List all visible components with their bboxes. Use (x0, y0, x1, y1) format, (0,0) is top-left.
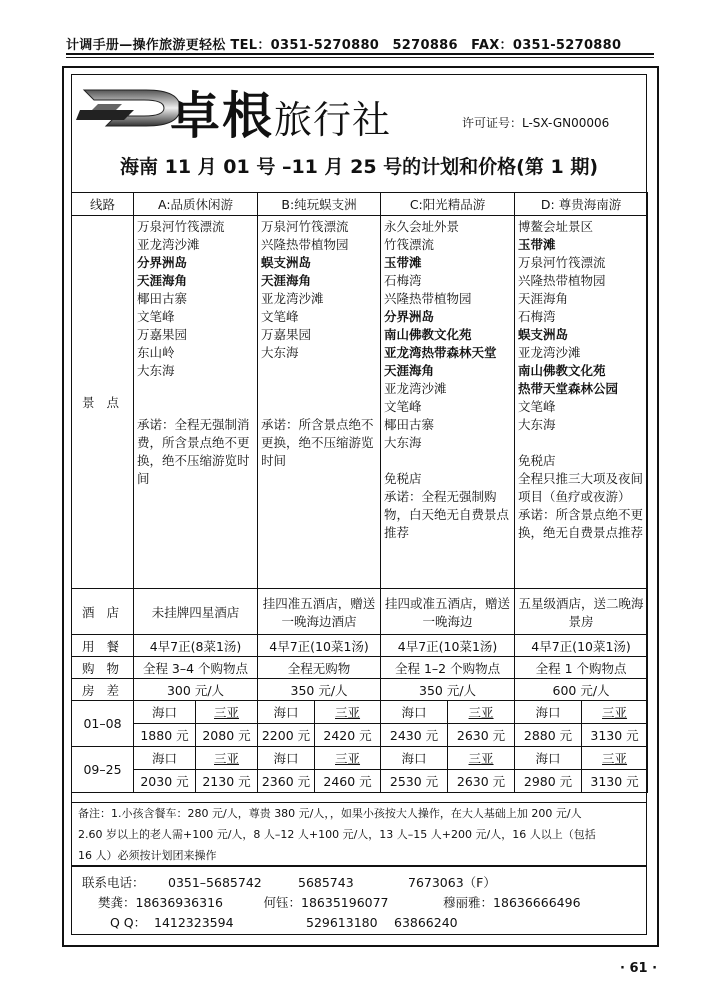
qq-label: Q Q： (110, 915, 147, 930)
spot: 兴隆热带植物园 (384, 291, 472, 306)
contact-box (71, 866, 647, 935)
spots-label: 景 点 (72, 216, 134, 589)
hotel-row (72, 589, 648, 635)
shopping-a: 全程 3–4 个购物点 (134, 657, 258, 679)
spot: 玉带滩 (518, 237, 556, 252)
phone-number: 5685743 (298, 875, 354, 890)
price-cell: 3130 元 (582, 770, 648, 793)
spot: 文笔峰 (518, 399, 556, 414)
city-haikou: 海口 (515, 747, 582, 770)
spot: 东山岭 (137, 345, 175, 360)
city-sanya: 三亚 (582, 701, 648, 724)
contact-phone: 18635196077 (301, 895, 389, 910)
spot: 亚龙湾沙滩 (261, 291, 324, 306)
promise-d: 承诺：所含景点绝不更换，绝无自费景点推荐 (518, 507, 644, 540)
route-d: D: 尊贵海南游 (515, 193, 648, 216)
period-2-cities (72, 747, 648, 770)
city-sanya: 三亚 (448, 701, 515, 724)
spot: 玉带滩 (384, 255, 422, 270)
spot: 亚龙湾沙滩 (384, 381, 447, 396)
spot: 永久会址外景 (384, 219, 460, 234)
city-haikou: 海口 (134, 747, 196, 770)
price-cell: 2980 元 (515, 770, 582, 793)
city-sanya: 三亚 (448, 747, 515, 770)
shopping-d: 全程 1 个购物点 (515, 657, 648, 679)
spot: 亚龙湾沙滩 (137, 237, 200, 252)
qq-number: 529613180 (306, 915, 378, 930)
hotel-a: 未挂牌四星酒店 (134, 589, 258, 635)
spots-c (381, 216, 515, 589)
itinerary-table (71, 192, 648, 793)
period-1-label: 01–08 (72, 701, 134, 747)
spot: 南山佛教文化苑 (384, 327, 472, 342)
room-diff-row (72, 679, 648, 701)
price-cell: 3130 元 (582, 724, 648, 747)
hotel-c: 挂四或准五酒店，赠送一晚海边 (381, 589, 515, 635)
spot: 大东海 (261, 345, 299, 360)
route-c: C:阳光精品游 (381, 193, 515, 216)
spot: 文笔峰 (137, 309, 175, 324)
city-sanya: 三亚 (196, 701, 258, 724)
period-2-label: 09–25 (72, 747, 134, 793)
room-diff-a: 300 元/人 (134, 679, 258, 701)
spot: 热带天堂森林公园 (518, 381, 619, 396)
notes-box (71, 802, 647, 866)
contact-name: 穆丽雅： (443, 895, 494, 910)
contact-people (82, 893, 636, 913)
price-cell: 2130 元 (196, 770, 258, 793)
price-cell: 2630 元 (448, 724, 515, 747)
spot: 南山佛教文化苑 (518, 363, 606, 378)
contact-qq (82, 913, 636, 933)
route-label: 线路 (72, 193, 134, 216)
spot: 蜈支洲岛 (261, 255, 312, 270)
spot: 椰田古寨 (137, 291, 188, 306)
price-cell: 2030 元 (134, 770, 196, 793)
spot: 石梅湾 (518, 309, 556, 324)
meal-a: 4早7正(8菜1汤) (134, 635, 258, 657)
meal-d: 4早7正(10菜1汤) (515, 635, 648, 657)
meal-row (72, 635, 648, 657)
room-diff-c: 350 元/人 (381, 679, 515, 701)
price-cell: 2880 元 (515, 724, 582, 747)
phone-number: 0351–5685742 (168, 875, 262, 890)
city-haikou: 海口 (134, 701, 196, 724)
note-line: 备注：1.小孩含餐车：280 元/人，尊贵 380 元/人，，如果小孩按大人操作，在大人基础上加 200 元/人 (78, 807, 582, 820)
price-cell: 2630 元 (448, 770, 515, 793)
license-number: 许可证号：L-SX-GN00006 (462, 116, 610, 130)
hotel-b: 挂四准五酒店，赠送一晚海边酒店 (258, 589, 381, 635)
period-1-cities (72, 701, 648, 724)
hotel-label: 酒 店 (72, 589, 134, 635)
city-haikou: 海口 (381, 701, 448, 724)
spot: 大东海 (384, 435, 422, 450)
spots-b (258, 216, 381, 589)
spot: 万泉河竹筏漂流 (518, 255, 606, 270)
price-cell: 2360 元 (258, 770, 315, 793)
spot: 大东海 (518, 417, 556, 432)
room-diff-b: 350 元/人 (258, 679, 381, 701)
qq-number: 63866240 (394, 915, 458, 930)
shopping-b: 全程无购物 (258, 657, 381, 679)
route-b: B:纯玩蜈支洲 (258, 193, 381, 216)
city-sanya: 三亚 (196, 747, 258, 770)
brand-name-main: 卓根 (170, 87, 274, 145)
promise-c: 承诺：全程无强制购物，白天绝无自费景点推荐 (384, 489, 510, 540)
price-cell: 2080 元 (196, 724, 258, 747)
spot: 万泉河竹筏漂流 (137, 219, 225, 234)
spot: 天涯海角 (384, 363, 435, 378)
page-number: · 61 · (620, 961, 658, 976)
room-diff-d: 600 元/人 (515, 679, 648, 701)
contact-phone: 18636666496 (493, 895, 581, 910)
spot: 亚龙湾沙滩 (518, 345, 581, 360)
spots-row (72, 216, 648, 589)
shopping-c: 全程 1–2 个购物点 (381, 657, 515, 679)
note-line: 16 人）必须按计划团来操作 (78, 849, 217, 862)
route-a: A:品质休闲游 (134, 193, 258, 216)
price-cell: 1880 元 (134, 724, 196, 747)
spots-a (134, 216, 258, 589)
brand-name (170, 76, 391, 148)
spot: 蜈支洲岛 (518, 327, 569, 342)
duty-free-d: 免税店 (518, 453, 556, 468)
spot: 文笔峰 (384, 399, 422, 414)
city-haikou: 海口 (381, 747, 448, 770)
spot: 天涯海角 (261, 273, 312, 288)
city-sanya: 三亚 (315, 747, 381, 770)
shopping-label: 购 物 (72, 657, 134, 679)
spot: 椰田古寨 (384, 417, 435, 432)
header-text: 计调手册—操作旅游更轻松 TEL：0351-5270880 5270886 FAX：0351-5270880 (66, 38, 622, 53)
meal-label: 用 餐 (72, 635, 134, 657)
spot: 兴隆热带植物园 (261, 237, 349, 252)
price-cell: 2530 元 (381, 770, 448, 793)
price-cell: 2430 元 (381, 724, 448, 747)
spot: 分界洲岛 (137, 255, 188, 270)
room-diff-label: 房 差 (72, 679, 134, 701)
spot: 亚龙湾热带森林天堂 (384, 345, 497, 360)
phone-label: 联系电话： (82, 875, 145, 890)
spot: 万嘉果园 (137, 327, 188, 342)
spot: 博鳌会址景区 (518, 219, 594, 234)
period-1-prices (72, 724, 648, 747)
spot: 分界洲岛 (384, 309, 435, 324)
shopping-row (72, 657, 648, 679)
price-cell: 2460 元 (315, 770, 381, 793)
route-row (72, 193, 648, 216)
city-haikou: 海口 (258, 701, 315, 724)
spot: 石梅湾 (384, 273, 422, 288)
header-rule-thin (66, 57, 654, 58)
qq-number: 1412323594 (154, 915, 234, 930)
extra-d: 全程只推三大项及夜间项目（鱼疗或夜游） (518, 471, 644, 504)
meal-b: 4早7正(10菜1汤) (258, 635, 381, 657)
contact-name: 何钰： (263, 895, 302, 910)
price-cell: 2420 元 (315, 724, 381, 747)
city-sanya: 三亚 (315, 701, 381, 724)
spot: 天涯海角 (137, 273, 188, 288)
period-2-prices (72, 770, 648, 793)
spot: 大东海 (137, 363, 175, 378)
brand-name-suffix: 旅行社 (274, 98, 392, 142)
contact-phones (82, 873, 636, 893)
spot: 万嘉果园 (261, 327, 312, 342)
header-rule (66, 53, 654, 55)
city-haikou: 海口 (515, 701, 582, 724)
hotel-d: 五星级酒店，送二晚海景房 (515, 589, 648, 635)
spot: 竹筏漂流 (384, 237, 435, 252)
spot: 万泉河竹筏漂流 (261, 219, 349, 234)
city-sanya: 三亚 (582, 747, 648, 770)
contact-name: 樊龚： (98, 895, 136, 910)
contact-phone: 18636936316 (135, 895, 223, 910)
promise-b: 承诺：所含景点绝不更换，绝不压缩游览时间 (261, 417, 374, 468)
spot: 天涯海角 (518, 291, 569, 306)
meal-c: 4早7正(10菜1汤) (381, 635, 515, 657)
note-line: 2.60 岁以上的老人需+100 元/人，8 人–12 人+100 元/人，13 人–15 人+200 元/人，16 人以上（包括 (78, 828, 596, 841)
city-haikou: 海口 (258, 747, 315, 770)
price-cell: 2200 元 (258, 724, 315, 747)
spots-d (515, 216, 648, 589)
promise-a: 承诺：全程无强制消费，所含景点绝不更换，绝不压缩游览时间 (137, 417, 250, 486)
duty-free-c: 免税店 (384, 471, 422, 486)
fax-number: 7673063（F） (408, 875, 496, 890)
spot: 文笔峰 (261, 309, 299, 324)
spot: 兴隆热带植物园 (518, 273, 606, 288)
page-title: 海南 11 月 01 号 –11 月 25 号的计划和价格(第 1 期) (120, 156, 598, 178)
